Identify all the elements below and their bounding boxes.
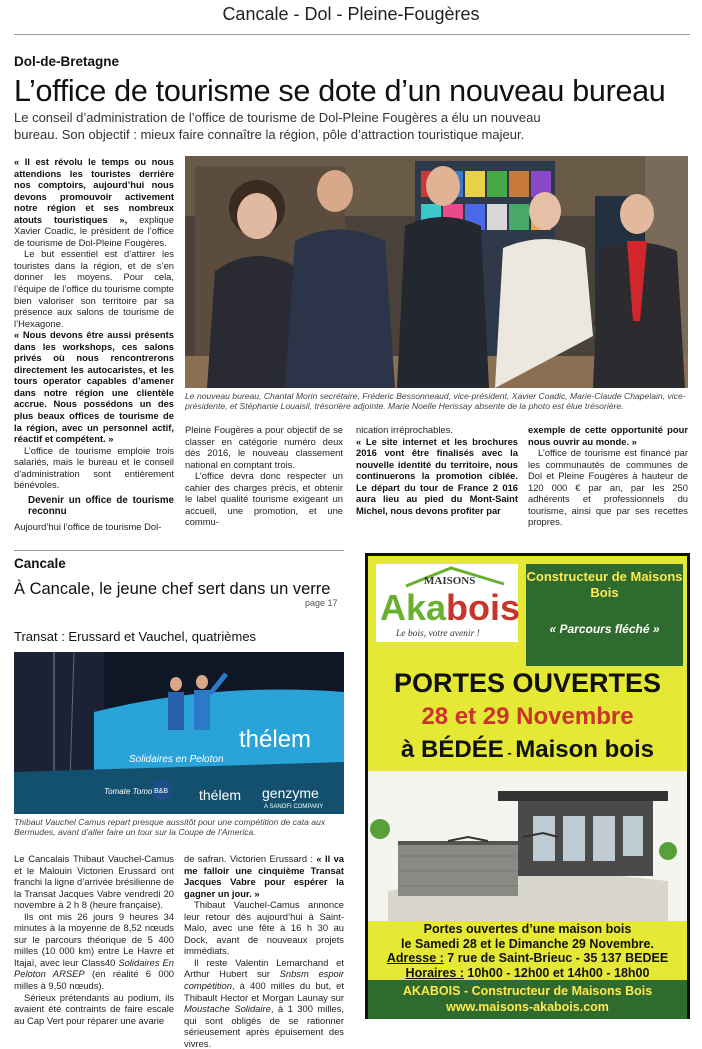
article-column-3 xyxy=(356,424,518,516)
teaser-headline: À Cancale, le jeune chef sert dans un verre xyxy=(14,580,331,598)
info-line: Portes ouvertes d’une maison bois xyxy=(423,922,632,936)
sailing-photo xyxy=(14,652,344,814)
section-divider xyxy=(14,550,344,551)
boat-name: Snbsm espoir compétition xyxy=(184,968,344,992)
article-paragraph: L’office de tourisme est financé par les communautés de communes de Dol et Pleine Fougères à hauteur de 120 000 € par an, par les 250 adhérents et professionnels du tourisme, ainsi que par ses recettes propres. xyxy=(528,447,688,528)
article-text: , à 1 300 milles, qui sont obligés de se rationner sérieusement après épuisement des vivres. xyxy=(184,1003,344,1049)
boat-label: genzyme xyxy=(262,785,319,801)
article-paragraph: L’office de tourisme emploie trois salariés, mais le bureau et le conseil d’administration sont entièrement bénévoles. xyxy=(14,444,174,491)
constructeur-label: Constructeur de Maisons Bois xyxy=(526,569,683,600)
article-column-4 xyxy=(528,424,688,528)
article-kicker: Dol-de-Bretagne xyxy=(14,54,120,69)
website-link[interactable]: www.maisons-akabois.com xyxy=(446,1000,609,1014)
info-line: le Samedi 28 et le Dimanche 29 Novembre. xyxy=(401,936,654,951)
boat-label: thélem xyxy=(199,787,242,803)
boat-name: Moustache Solidaire xyxy=(184,1003,271,1015)
article-paragraph: Le Cancalais Thibaut Vauchel-Camus et le Malouin Victorien Erussard ont franchi la ligne d’arrivée brésilienne de la Transat Jacques Vabre vendredi 20 novembre à 2 h 8 (heure française). xyxy=(14,853,174,911)
event-location xyxy=(368,736,687,764)
logo-bois-text: bois xyxy=(446,587,521,628)
address-value: 7 rue de Saint-Brieuc - 35 137 BEDEE xyxy=(443,951,669,965)
article-standfirst: Le conseil d’administration de l’office de tourisme de Dol-Pleine Fougères a élu un nouveau bureau. Son objectif : mieux faire connaître la région, pôle d’attraction touristique majeur. xyxy=(14,110,541,142)
quote-workshops: « Nous devons être aussi présents dans les workshops, ces salons privés où nous rencontrerons directement les autocaristes, et les tours operator capables d’amener dans notre région une clientèle accrue. Nous possédons un des plus beaux offices de tourisme de la région, avec un personnel actif, réactif et compétent. » xyxy=(14,329,174,445)
transat-column-2 xyxy=(184,853,344,1049)
quote-site-internet: « Le site internet et les brochures 2016 vont être finalisés avec la nouvelle identité du territoire, nous continuerons la promotion ciblée. Le départ du tour de France 2 016 aura lieu au pied du Mont-Saint Michel, nous devons profiter par xyxy=(356,435,518,516)
article-text: Il reste Valentin Lemarchand et Arthur Hubert sur xyxy=(184,956,344,980)
article-paragraph: Aujourd’hui l’office de tourisme Dol- xyxy=(14,520,162,532)
group-photo xyxy=(185,156,688,388)
article-paragraph: L’office devra donc respecter un cahier des charges précis, et obtenir le label qualité tourisme exigeant un accueil, une promotion, et une commu- xyxy=(185,470,343,528)
article-text: Ils ont mis 26 jours 9 heures 34 minutes à la moyenne de 8,52 nœuds sur le parcours théorique de 5 400 milles (10 000 km) entre Le Havre et Itajaï, avec leur Class40 xyxy=(14,910,174,968)
article-headline: L’office de tourisme se dote d’un nouveau bureau xyxy=(14,74,666,108)
parcours-fleche-label: « Parcours fléché » xyxy=(549,622,660,636)
transat-column-1 xyxy=(14,853,174,1026)
company-name: AKABOIS - Constructeur de Maisons Bois xyxy=(402,984,653,998)
page-section-header: Cancale - Dol - Pleine-Fougères xyxy=(222,4,480,24)
address-label: Adresse : xyxy=(386,951,444,965)
akabois-advertisement[interactable] xyxy=(365,553,690,1019)
location-town: à BÉDÉE xyxy=(401,736,504,763)
article-text: , à 400 milles du but, et Thibault Hector et Morgan Launay sur xyxy=(184,980,344,1003)
location-dash: - xyxy=(503,745,516,760)
header-divider xyxy=(14,34,690,35)
article-column-2 xyxy=(185,424,343,528)
event-info xyxy=(368,922,687,980)
boat-label: thélem xyxy=(239,726,312,753)
logo-tagline: Le bois, votre avenir ! xyxy=(396,629,480,639)
logo-aka-text: Aka xyxy=(380,587,447,628)
location-type: Maison bois xyxy=(515,736,654,763)
article-paragraph: explique Xavier Coadic, le président de l’office de tourisme de Dol-Pleine Fougères. xyxy=(14,213,174,248)
article-text: (en réalité 6 000 milles à 9,50 nœuds). xyxy=(14,968,175,992)
ad-footer xyxy=(368,980,687,1019)
akabois-logo-mark xyxy=(376,564,521,642)
boat-label: Solidaires en Peloton xyxy=(129,754,224,765)
boat-label: A SANOFI COMPANY xyxy=(264,804,324,810)
section-title-cancale: Cancale xyxy=(14,556,66,571)
portes-ouvertes-title: PORTES OUVERTES xyxy=(393,668,662,698)
sailing-photo-image xyxy=(14,652,344,814)
article-paragraph: Pleine Fougères a pour objectif de se classer en catégorie numéro deux dès 2016, le nouveau classement national en comptant trois. xyxy=(185,424,343,470)
article-subhead: Devenir un office de tourisme reconnu xyxy=(28,494,174,518)
transat-headline: Transat : Erussard et Vauchel, quatrièmes xyxy=(14,629,257,644)
boat-label: B&B xyxy=(154,788,169,795)
article-text: de safran. Victorien Erussard : xyxy=(184,853,317,864)
boat-name: Solidaires En Peloton ARSEP xyxy=(14,956,175,980)
akabois-logo xyxy=(376,564,521,642)
article-paragraph: Thibaut Vauchel-Camus annonce leur retour dès aujourd’hui à Saint-Malo, avec une fête à 16 h 30 au Dock, avant de nouveaux projets immédiats. xyxy=(184,899,344,957)
page-reference: page 17 xyxy=(305,598,338,608)
group-photo-image xyxy=(185,156,688,388)
event-dates: 28 et 29 Novembre xyxy=(421,703,634,730)
article-paragraph: Le but essentiel est d’attirer les touristes dans la région, et de s’en donner les moyens. Pour cela, l’équipe de l’office du tourisme compte bien valoriser son territoire par sa présence aux salons de tourisme de l’Hexagone. xyxy=(14,248,174,329)
article-paragraph: Sérieux prétendants au podium, ils avaient été contraints de faire escale au Cap Vert pour réparer une avarie xyxy=(14,991,174,1026)
quote-erussard: « Il va me falloir une cinquième Transat Jacques Vabre pour espérer la gagner un jour. » xyxy=(184,853,344,899)
logo-maisons-text: MAISONS xyxy=(424,575,476,587)
house-illustration xyxy=(368,771,687,921)
house-image xyxy=(368,771,687,921)
hours-label: Horaires : xyxy=(405,965,464,980)
boat-label: Tomate Tomo xyxy=(104,787,153,796)
group-photo-caption: Le nouveau bureau, Chantal Morin secrétaire, Fréderic Bessonneaud, vice-président, Xavier Coadic, Marie-Claude Chapelain, vice-présidente, et Stéphanie Louaisil, trésorière adjointe. Marie Noelle Herissay absente de la photo est élue trésorière. xyxy=(185,391,686,412)
article-paragraph: nication irréprochables. xyxy=(356,424,453,435)
article-column-1 xyxy=(14,156,174,532)
constructeur-box xyxy=(526,564,683,666)
hours-value: 10h00 - 12h00 et 14h00 - 18h00 xyxy=(463,965,650,980)
quote-xavier: « Il est révolu le temps ou nous attendions les touristes derrière nos comptoirs, aujourd’hui nous devons promouvoir activement notre région et ses nombreux atouts touristiques », xyxy=(14,156,174,225)
quote-opportunite: exemple de cette opportunité pour nous ouvrir au monde. » xyxy=(528,424,688,447)
sailing-photo-caption: Thibaut Vauchel Camus repart presque aussitôt pour une compétition de cata aux Bermudes, avant d’aller faire un tour sur la Coupe de l’America. xyxy=(14,817,326,838)
